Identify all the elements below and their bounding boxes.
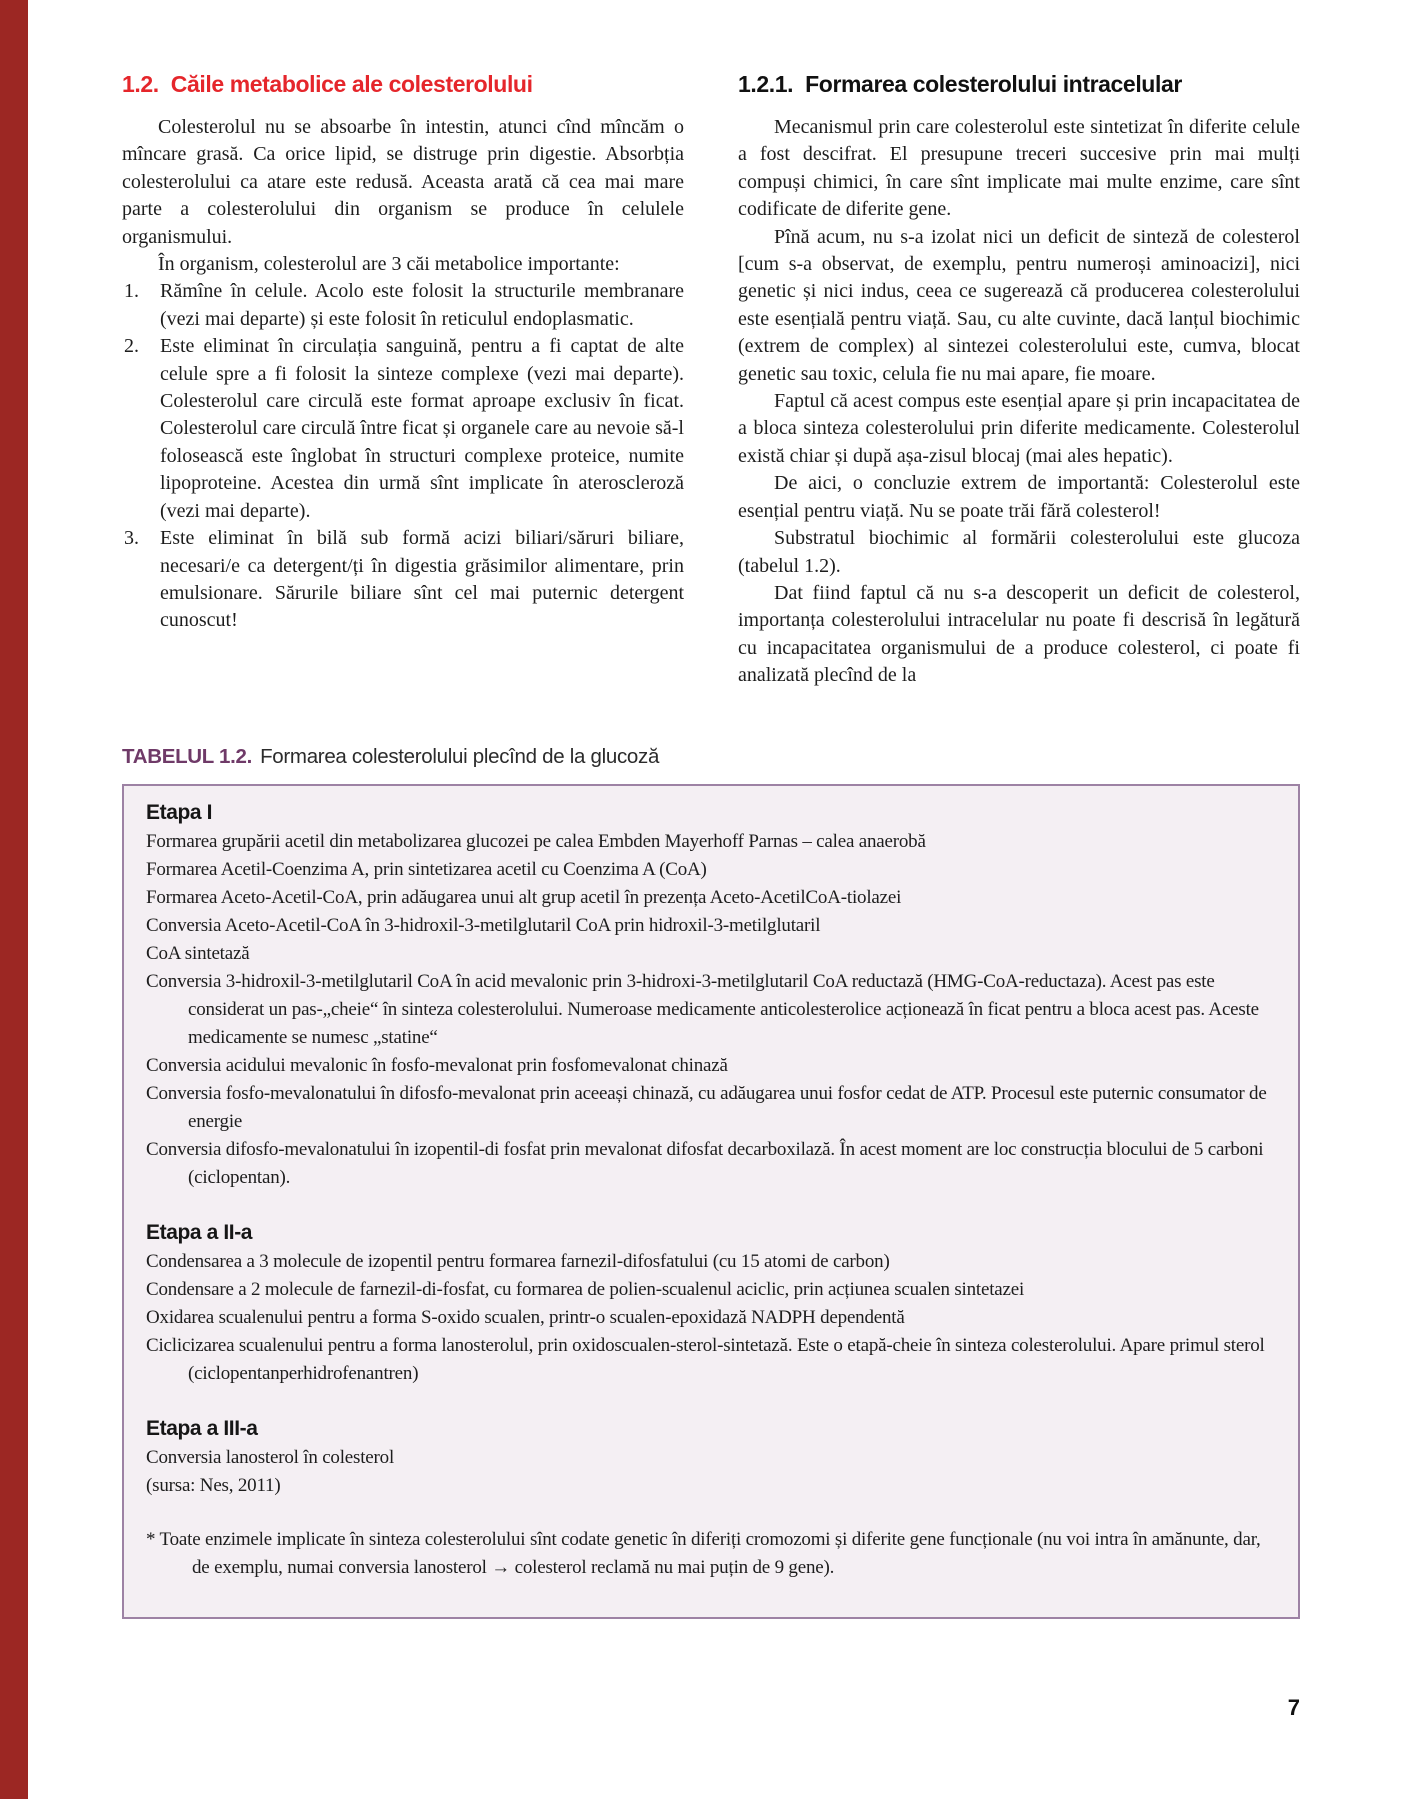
list-item-text: Rămîne în celule. Acolo este folosit la structurile membranare (vezi mai departe) și este folosit în reticulul endoplasmatic. (160, 280, 684, 330)
table-box (122, 784, 1300, 1619)
section-title-text: Căile metabolice ale colesterolului (170, 71, 533, 97)
page-content (122, 70, 1300, 1619)
paragraph: Substratul biochimic al formării colesterolului este glucoza (tabelul 1.2). (738, 527, 1300, 577)
spine-accent-bar (0, 0, 28, 1799)
section-title-text: Formarea colesterolului intracelular (805, 71, 1182, 97)
stage-section (146, 798, 1276, 1192)
list-item (122, 333, 684, 525)
list-item (122, 525, 684, 635)
list-item-number: 2. (124, 335, 139, 358)
list-item-text: Este eliminat în circulația sanguină, pentru a fi captat de alte celule spre a fi folosit la sinteze complexe (vezi mai departe). Colesterolul care circulă este format aproape exclusiv în ficat. Colesterolul care circulă între ficat și organele care au nevoie să-l folosească este înglobat în structuri complexe proteice, numite lipoproteine. Acestea din urmă sînt implicate în ateroscleroză (vezi mai departe). (160, 335, 684, 522)
right-column (738, 70, 1300, 690)
numbered-list (122, 278, 684, 634)
table-caption-text: Formarea colesterolului plecînd de la glucoză (260, 744, 660, 768)
table-row: Formarea Aceto-Acetil-CoA, prin adăugarea unui alt grup acetil în prezența Aceto-AcetilCoA-tiolazei (146, 886, 902, 908)
stage-section (146, 1414, 1276, 1500)
right-paragraphs (738, 114, 1300, 690)
table-row: Condensarea a 3 molecule de izopentil pentru formarea farnezil-difosfatului (cu 15 atomi de carbon) (146, 1250, 890, 1272)
table-caption (122, 744, 1300, 770)
table-row: Conversia acidului mevalonic în fosfo-mevalonat prin fosfomevalonat chinază (146, 1054, 728, 1076)
table-row: Condensare a 2 molecule de farnezil-di-fosfat, cu formarea de polien-scualenul aciclic, prin acțiunea scualen sintetazei (146, 1278, 1025, 1300)
paragraph: În organism, colesterolul are 3 căi metabolice importante: (158, 253, 620, 276)
table-row: (sursa: Nes, 2011) (146, 1474, 281, 1496)
table-row: Conversia fosfo-mevalonatului în difosfo-mevalonat prin aceeași chinază, cu adăugarea unui fosfor cedat de ATP. Procesul este puternic consumator de energie (146, 1082, 1267, 1132)
table-caption-label: TABELUL 1.2. (122, 744, 253, 768)
list-item-text: Este eliminat în bilă sub formă acizi biliari/săruri biliare, necesari/e ca detergent/ți în digestia grăsimilor alimentare, prin emulsionare. Sărurile biliare sînt cel mai puternic detergent cunoscut! (160, 527, 684, 632)
paragraph: Dat fiind faptul că nu s-a descoperit un deficit de colesterol, importanța colesterolului intracelular nu poate fi descrisă în legătură cu incapacitatea organismului de a produce colesterol, ci poate fi analizată plecînd de la (738, 581, 1300, 687)
section-number: 1.2. (122, 71, 159, 97)
table-row: Conversia 3-hidroxil-3-metilglutaril CoA în acid mevalonic prin 3-hidroxi-3-metilglutaril CoA reductază (HMG-CoA-reductaza). Acest pas este considerat un pas-„cheie“ în sinteza colesterolului. Numeroase medicamente anticolesterolice acționează în ficat pentru a bloca acest pas. Aceste medicamente se numesc „statine“ (146, 970, 1259, 1048)
two-column-text (122, 70, 1300, 690)
table-row: Formarea grupării acetil din metabolizarea glucozei pe calea Embden Mayerhoff Parnas – calea anaerobă (146, 830, 926, 852)
list-item-number: 3. (124, 527, 139, 550)
list-item-number: 1. (124, 280, 139, 303)
table-row: Conversia Aceto-Acetil-CoA în 3-hidroxil-3-metilglutaril CoA prin hidroxil-3-metilglutaril (146, 914, 821, 936)
paragraph: Pînă acum, nu s-a izolat nici un deficit de sinteză de colesterol [cum s-a observat, de exemplu, pentru numeroși aminoacizi], nici genetic și nici indus, ceea ce sugerează că producerea colesterolului este esențială pentru viață. Sau, cu alte cuvinte, dacă lanțul biochimic (extrem de complex) al sintezei colesterolului este, cumva, blocat genetic sau toxic, celula fie nu mai apare, fie moare. (738, 225, 1300, 385)
stage-rows (146, 828, 1276, 1192)
section-heading-right (738, 70, 1300, 98)
left-column (122, 70, 684, 690)
table-row: Conversia lanosterol în colesterol (146, 1446, 395, 1468)
paragraph: De aici, o concluzie extrem de importantă: Colesterolul este esențial pentru viață. Nu se poate trăi fără colesterol! (738, 472, 1300, 522)
stage-title: Etapa a III-a (146, 1416, 258, 1440)
table-row: Oxidarea scualenului pentru a forma S-oxido scualen, printr-o scualen-epoxidază NADPH dependentă (146, 1306, 905, 1328)
paragraph: Colesterolul nu se absoarbe în intestin, atunci cînd mîncăm o mîncare grasă. Ca orice lipid, se distruge prin digestie. Absorbția colesterolului ca atare este redusă. Aceasta arată că cea mai mare parte a colesterolului din organism se produce în celulele organismului. (122, 116, 684, 248)
paragraph: Faptul că acest compus este esențial apare și prin incapacitatea de a bloca sinteza colesterolului prin diferite medicamente. Colesterolul există chiar și după așa-zisul blocaj (mai ales hepatic). (738, 390, 1300, 467)
paragraph: Mecanismul prin care colesterolul este sintetizat în diferite celule a fost descifrat. El presupune treceri succesive prin mai mulți compuși chimici, în care sînt implicate mai multe enzime, care sînt codificate de diferite gene. (738, 116, 1300, 221)
stage-title: Etapa I (146, 800, 213, 824)
list-item (122, 278, 684, 333)
table-row: CoA sintetază (146, 942, 250, 964)
table-row: Ciclicizarea scualenului pentru a forma lanosterolul, prin oxidoscualen-sterol-sintetază. Este o etapă-cheie în sinteza colesterolului. Apare primul sterol (ciclopentanperhidrofenantren) (146, 1334, 1265, 1384)
stage-section (146, 1218, 1276, 1388)
stage-rows (146, 1248, 1276, 1388)
table-sections (146, 798, 1276, 1500)
section-number: 1.2.1. (738, 71, 794, 97)
stage-rows (146, 1444, 1276, 1500)
table-row: Conversia difosfo-mevalonatului în izopentil-di fosfat prin mevalonat difosfat decarboxilază. În acest moment are loc construcția blocului de 5 carboni (ciclopentan). (146, 1138, 1264, 1188)
section-heading-left (122, 70, 684, 98)
stage-title: Etapa a II-a (146, 1220, 253, 1244)
table-row: Formarea Acetil-Coenzima A, prin sintetizarea acetil cu Coenzima A (CoA) (146, 858, 707, 880)
page-number: 7 (1287, 1695, 1300, 1720)
table-footnote: * Toate enzimele implicate în sinteza colesterolului sînt codate genetic în diferiți cromozomi și diferite gene funcționale (nu voi intra în amănunte, dar, de exemplu, numai conversia lanosterol → colesterol reclamă nu mai puțin de 9 gene). (146, 1528, 1261, 1578)
